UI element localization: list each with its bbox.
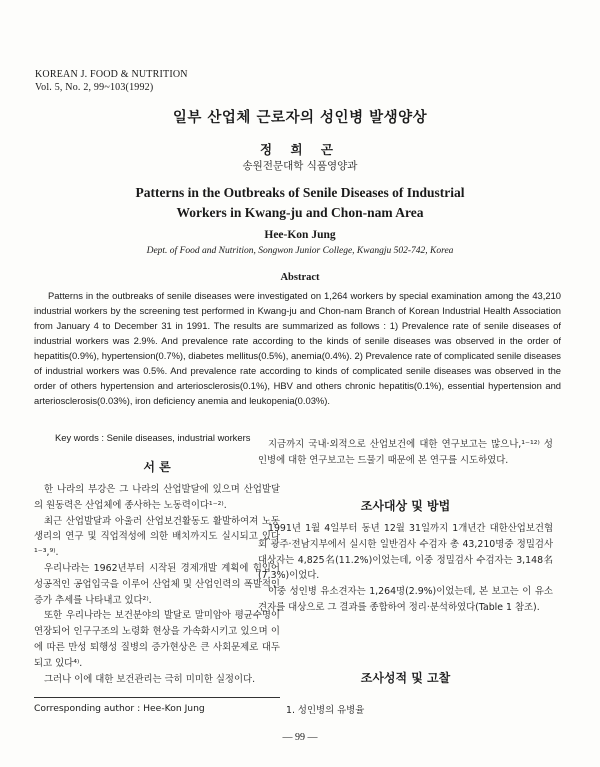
english-author: Hee-Kon Jung	[264, 229, 336, 241]
abstract-body	[34, 288, 561, 408]
korean-affiliation: 송원전문대학 식품영양과	[242, 160, 358, 172]
english-title	[0, 183, 600, 223]
intro-body-left	[34, 482, 280, 687]
intro-body-right	[258, 437, 553, 469]
intro-paragraph-5: 그러나 이에 대한 보건관리는 극히 미미한 실정이다.	[44, 673, 256, 685]
intro-paragraph-3: 우리나라는 1962년부터 시작된 경제개발 계획에 힘입어 성공적인 공업입국을 이루어 산업체 및 산업인력의 폭발적인 증가 추세를 나타내고 있다²⁾.	[34, 562, 280, 606]
english-affiliation: Dept. of Food and Nutrition, Songwon Junior College, Kwangju 502-742, Korea	[146, 246, 454, 256]
korean-title: 일부 산업체 근로자의 성인병 발생양상	[172, 110, 428, 126]
footnote-rule	[34, 697, 280, 698]
korean-author: 정 희 곤	[260, 142, 340, 157]
keywords: Key words : Senile diseases, industrial workers	[55, 432, 251, 443]
intro-paragraph-2: 최근 산업발달과 아울러 산업보건활동도 활발하여져 노동생리의 연구 및 직업적성에 의한 배치까지도 실시되고 있다¹⁻³,⁹⁾.	[34, 515, 280, 559]
methods-body	[258, 521, 553, 616]
journal-name: KOREAN J. FOOD & NUTRITION	[35, 69, 188, 80]
intro-paragraph-4: 또한 우리나라는 보건분야의 발달로 말미암아 평균수명이 연장되어 인구구조의 노령화 현상을 가속화시키고 있으며 이에 따른 만성 퇴행성 질병의 증가현상은 큰 사회문제로 대두되고 있다⁴⁾.	[34, 610, 280, 669]
page-number: — 99 —	[282, 732, 318, 743]
journal-volume: Vol. 5, No. 2, 99~103(1992)	[35, 82, 154, 93]
abstract-text: Patterns in the outbreaks of senile diseases were investigated on 1,264 workers by special examination among the 43,210 industrial workers by the screening test performed in Kwang-ju and Chon-nam Branch of Korean Industrial Health Association from January 4 to December 31 in 1991. The results are summarized as follows : 1) Prevalence rate of senile diseases of industrial workers was 2.9%. And prevalence rate according to the kinds of senile diseases was observed in the order of hepatitis(0.9%), hypertension(0.7%), diabetes mellitus(0.5%), anemia(0.4%). 2) Prevalence rate of complicated senile diseases of industrial workers was 0.5%. And prevalence rate according to kinds of complicated senile diseases was observed in the order of others hypertension and arteriosclerosis(0.1%), HBV and others chronic hepatitis(0.1%), essential hypertension and arteriosclerosis(0.03%), iron deficiency anemia and leukopenia(0.03%).	[34, 290, 561, 406]
methods-paragraph-2: 이중 성인병 유소견자는 1,264명(2.9%)이었는데, 본 보고는 이 유소견자를 대상으로 그 결과를 종합하여 정리·분석하였다(Table 1 참조).	[258, 586, 553, 613]
intro-heading: 서 론	[143, 460, 171, 474]
intro-paragraph-6: 지금까지 국내·외적으로 산업보건에 대한 연구보고는 많으나,¹⁻¹²⁾ 성인병에 대한 연구보고는 드물기 때문에 본 연구를 시도하였다.	[258, 439, 553, 466]
intro-paragraph-1: 한 나라의 부강은 그 나라의 산업발달에 있으며 산업발달의 원동력은 산업체에 종사하는 노동력이다¹⁻²⁾.	[34, 484, 280, 511]
results-subheading-1: 1. 성인병의 유병율	[286, 705, 365, 716]
abstract-heading: Abstract	[280, 272, 320, 283]
english-title-line2: Workers in Kwang-ju and Chon-nam Area	[176, 205, 424, 220]
methods-heading: 조사대상 및 방법	[360, 499, 451, 513]
footnote-corresponding-author: Corresponding author : Hee-Kon Jung	[34, 703, 205, 714]
english-title-line1: Patterns in the Outbreaks of Senile Diseases of Industrial	[135, 185, 465, 200]
results-heading: 조사성적 및 고찰	[360, 671, 451, 685]
journal-header	[35, 68, 188, 94]
methods-paragraph-1: 1991년 1월 4일부터 동년 12월 31일까지 1개년간 대한산업보건협회 광주·전남지부에서 실시한 일반검사 수검자 총 43,210명중 정밀검사 대상자는 4,825名(11.2%)이었는데, 이중 정밀검사 수검자는 3,148名(7.3%)이었다.	[258, 523, 553, 582]
